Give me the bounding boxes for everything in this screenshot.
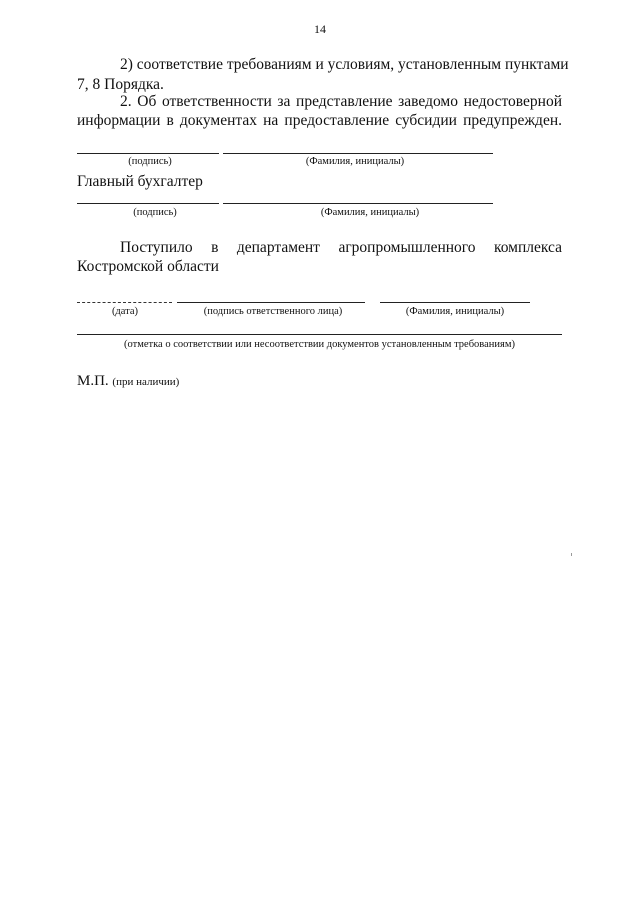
received-word: департамент — [236, 239, 320, 256]
signature-line — [77, 153, 219, 154]
accountant-signature-line — [77, 203, 219, 204]
stamp-if-available: (при наличии) — [112, 376, 180, 388]
para2-line2: информации в документах на предоставление субсидии предупрежден. — [77, 112, 562, 129]
responsible-signature-label: (подпись ответственного лица) — [203, 306, 343, 317]
responsible-name-label: (Фамилия, инициалы) — [405, 306, 505, 317]
received-line1 — [120, 238, 562, 258]
accountant-name-label: (Фамилия, инициалы) — [320, 207, 420, 218]
page-number: 14 — [314, 22, 326, 36]
responsible-signature-line — [177, 302, 365, 303]
scan-speck — [571, 553, 572, 556]
date-line — [77, 302, 172, 303]
name-line — [223, 153, 493, 154]
received-line2: Костромской области — [77, 258, 219, 275]
stamp-line — [77, 373, 179, 390]
received-word: комплекса — [493, 239, 562, 256]
compliance-label: (отметка о соответствии или несоответствии документов установленным требованиям) — [124, 339, 515, 350]
compliance-line — [77, 334, 562, 335]
received-word: Поступило — [120, 239, 193, 256]
accountant-signature-label: (подпись) — [133, 207, 177, 218]
received-word: в — [211, 239, 219, 256]
para2-line1: 2. Об ответственности за представление заведомо недостоверной — [120, 93, 562, 110]
accountant-name-line — [223, 203, 493, 204]
name-label: (Фамилия, инициалы) — [305, 156, 405, 167]
chief-accountant-title: Главный бухгалтер — [77, 173, 203, 190]
date-label: (дата) — [111, 306, 139, 317]
received-word: агропромышленного — [338, 239, 476, 256]
stamp-mp: М.П. — [77, 373, 109, 389]
item2-line2: 7, 8 Порядка. — [77, 76, 164, 93]
signature-label: (подпись) — [128, 156, 172, 167]
responsible-name-line — [380, 302, 530, 303]
item2-line1: 2) соответствие требованиям и условиям, установленным пунктами — [120, 56, 569, 73]
